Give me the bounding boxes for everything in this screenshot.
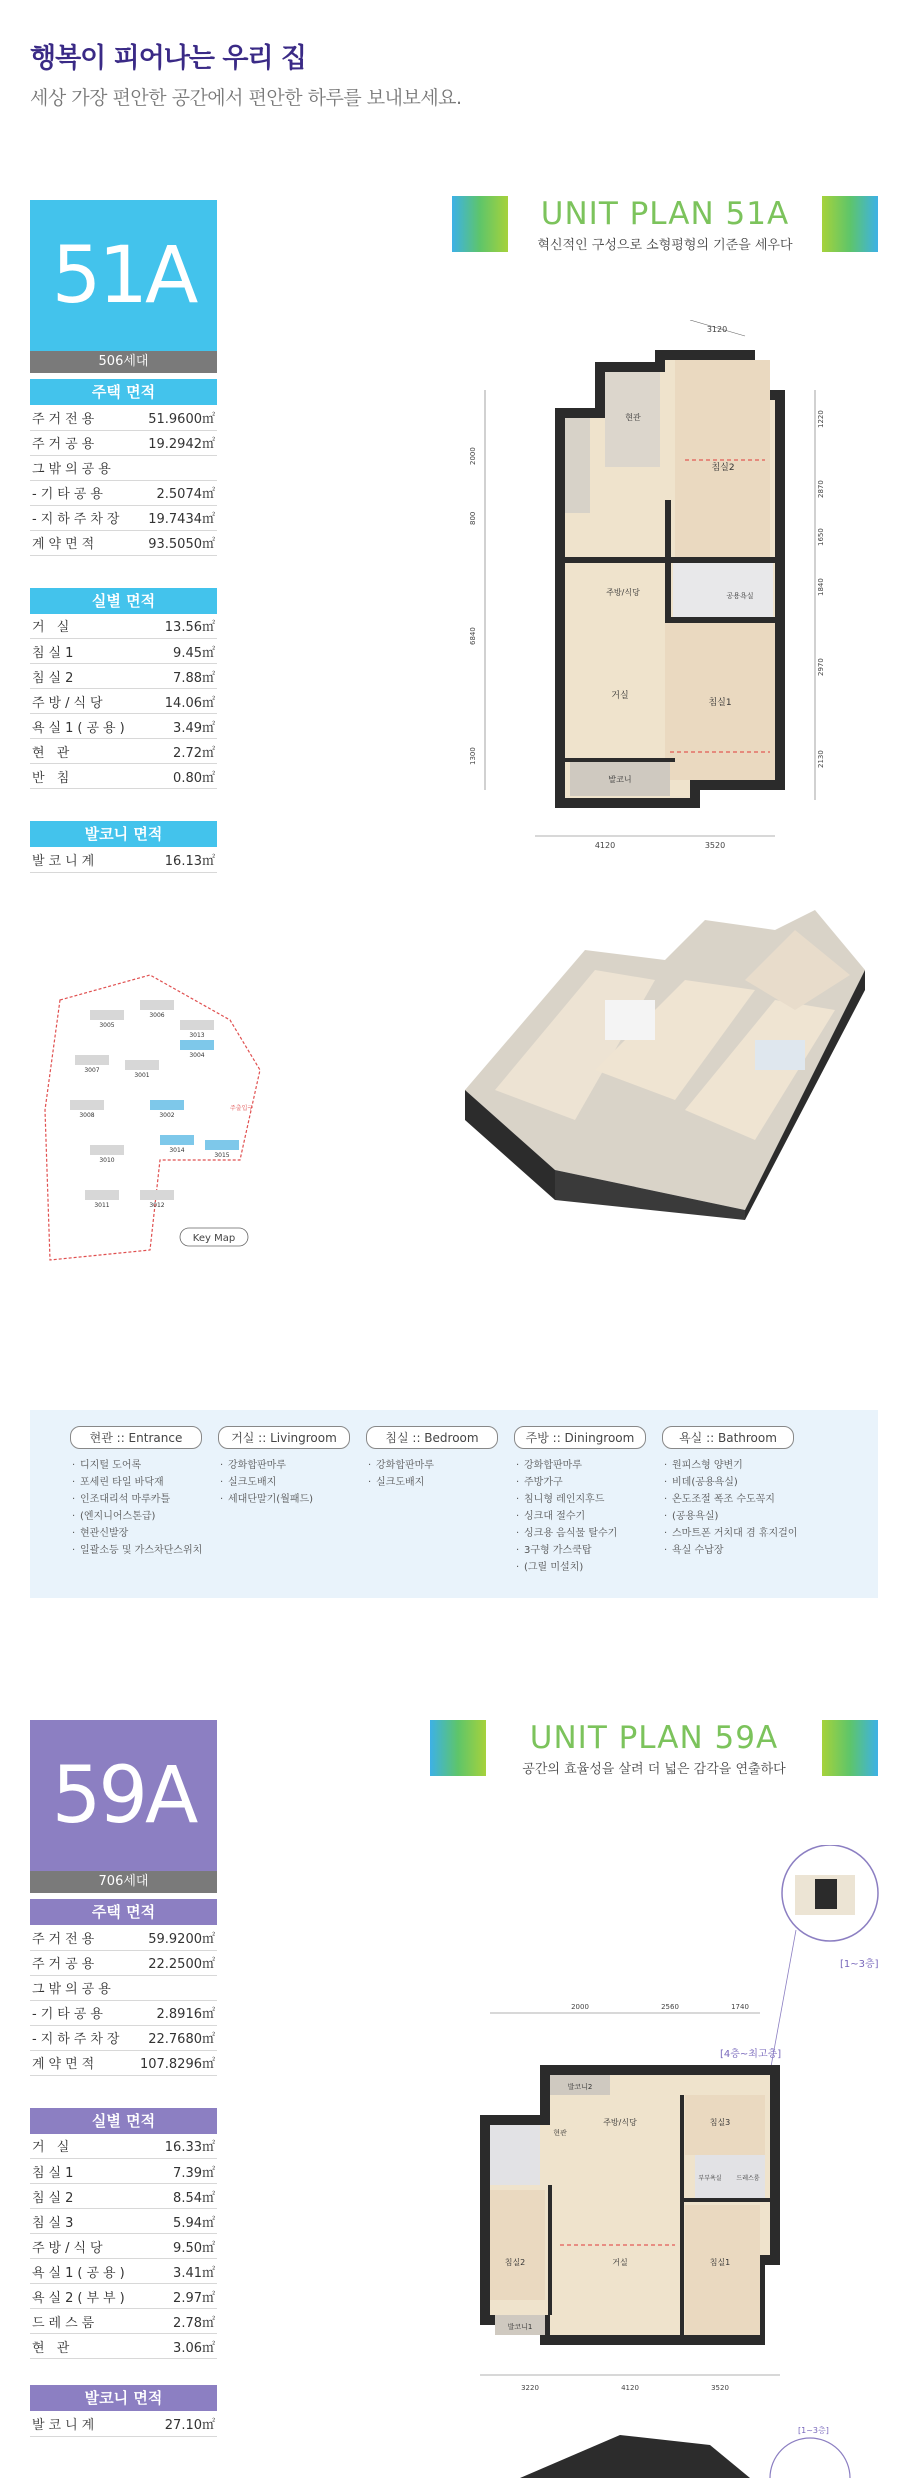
keymap-block	[125, 1060, 159, 1070]
floor-plan-59a	[420, 1845, 900, 2478]
dim-bottom-2: 4120	[621, 2384, 639, 2392]
area-label: 욕실1(공용)	[30, 714, 152, 739]
keymap-block-label: 3010	[99, 1157, 115, 1164]
keymap-block	[140, 1190, 174, 1200]
area-label: 침실3	[30, 2209, 152, 2234]
area-value: 14.06㎡	[152, 689, 217, 714]
area-row	[30, 2259, 217, 2284]
area-row	[30, 530, 217, 555]
area-row	[30, 664, 217, 689]
area-row	[30, 2284, 217, 2309]
room-label-bed2: 침실2	[504, 2258, 526, 2267]
balcony-area-heading: 발코니 면적	[30, 2385, 217, 2411]
keymap-block-label: 3011	[94, 1202, 110, 1209]
unit-plan-title: UNIT PLAN 59A	[529, 1720, 779, 1756]
feature-item: · 세대단말기(월패드)	[218, 1491, 363, 1508]
area-label: 욕실1(공용)	[30, 2259, 152, 2284]
keymap-block-label: 3004	[189, 1052, 205, 1059]
keymap-block-label: 3013	[189, 1032, 205, 1039]
area-row	[30, 2025, 217, 2050]
callout-floor-4-top: [4층~최고층]	[720, 2049, 782, 2060]
area-value: 19.2942㎡	[137, 430, 217, 455]
area-row	[30, 505, 217, 530]
area-value: 16.13㎡	[136, 847, 217, 872]
area-label: 주거공용	[30, 1950, 132, 1975]
unit-59a-spec	[30, 1720, 217, 2437]
bathroom-floor	[673, 560, 773, 620]
keymap-block	[205, 1140, 239, 1150]
area-label: 거 실	[30, 2134, 152, 2159]
area-row	[30, 2234, 217, 2259]
area-label: 침실2	[30, 664, 152, 689]
area-value: 7.39㎡	[152, 2159, 217, 2184]
feature-title: 욕실 :: Bathroom	[662, 1426, 794, 1449]
area-label: 침실1	[30, 2159, 152, 2184]
area-value: 107.8296㎡	[132, 2050, 217, 2075]
area-value: 51.9600㎡	[137, 405, 217, 430]
keymap-block	[180, 1020, 214, 1030]
features-panel	[30, 1410, 878, 1598]
keymap-block-label: 3002	[159, 1112, 175, 1119]
area-value: 3.06㎡	[152, 2334, 217, 2359]
area-label: 거 실	[30, 614, 152, 639]
feature-item: · 강화합판마루	[514, 1457, 659, 1474]
keymap-block	[160, 1135, 194, 1145]
feature-item: · 현관신발장	[70, 1525, 215, 1542]
keymap-block-label: 3014	[169, 1147, 185, 1154]
area-value: 19.7434㎡	[137, 505, 217, 530]
area-value: 2.78㎡	[152, 2309, 217, 2334]
area-label: 그밖의공용	[30, 1975, 132, 2000]
dim-left-1: 2000	[469, 447, 477, 465]
feature-item: · 실크도배지	[366, 1474, 511, 1491]
keymap-block-label: 3012	[149, 1202, 165, 1209]
area-row	[30, 2134, 217, 2159]
room-area-table	[30, 614, 217, 790]
dim-right-1: 1220	[817, 410, 825, 428]
area-row	[30, 2184, 217, 2209]
keymap-entrance-note: 주출입구	[230, 1105, 254, 1112]
area-row	[30, 1975, 217, 2000]
dim-bottom-1: 3220	[521, 2384, 539, 2392]
feature-item: · 강화합판마루	[218, 1457, 363, 1474]
area-value: 22.2500㎡	[132, 1950, 217, 1975]
area-value: 93.5050㎡	[137, 530, 217, 555]
area-label: 현 관	[30, 739, 152, 764]
area-value: 7.88㎡	[152, 664, 217, 689]
area-row	[30, 2159, 217, 2184]
keymap-block-label: 3005	[99, 1022, 115, 1029]
area-label: 주거공용	[30, 430, 137, 455]
feature-column	[514, 1426, 659, 1576]
area-row	[30, 455, 217, 480]
area-value: 2.8916㎡	[132, 2000, 217, 2025]
feature-item: · 비데(공용욕실)	[662, 1474, 807, 1491]
area-value: 9.50㎡	[152, 2234, 217, 2259]
area-row	[30, 2334, 217, 2359]
key-map	[30, 960, 280, 1290]
room-label-bed3: 침실3	[709, 2118, 731, 2127]
dim-top-2: 2560	[661, 2003, 679, 2011]
area-row	[30, 739, 217, 764]
area-row	[30, 2209, 217, 2234]
keymap-block	[70, 1100, 104, 1110]
room-label-dress: 드레스룸	[736, 2175, 760, 2182]
area-value	[137, 455, 217, 480]
area-label: 주거전용	[30, 405, 137, 430]
area-row	[30, 614, 217, 639]
area-label: -기타공용	[30, 480, 137, 505]
feature-item: · 침니형 레인지후드	[514, 1491, 659, 1508]
room-label-living: 거실	[612, 2258, 628, 2267]
dim-bottom-2: 3520	[704, 841, 726, 850]
unit-plan-59a-heading	[430, 1720, 878, 1778]
area-label: 침실2	[30, 2184, 152, 2209]
keymap-block	[140, 1000, 174, 1010]
area-row	[30, 480, 217, 505]
house-area-table	[30, 1925, 217, 2076]
unit-type-badge: 51A	[30, 200, 217, 351]
room-label-kitchen: 주방/식당	[606, 588, 640, 597]
keymap-block	[85, 1190, 119, 1200]
area-label: 주거전용	[30, 1925, 132, 1950]
unit-type-badge: 59A	[30, 1720, 217, 1871]
room-label-bed1: 침실1	[709, 2258, 731, 2267]
feature-item: · 실크도배지	[218, 1474, 363, 1491]
dim-left-2: 800	[469, 511, 477, 525]
dim-right-4: 1840	[817, 578, 825, 596]
area-row	[30, 405, 217, 430]
feature-column	[218, 1426, 363, 1508]
area-value: 3.41㎡	[152, 2259, 217, 2284]
room-area-heading: 실별 면적	[30, 2108, 217, 2134]
area-label: 발코니계	[30, 2411, 136, 2436]
area-row	[30, 847, 217, 872]
area-value: 2.97㎡	[152, 2284, 217, 2309]
unit-plan-description: 공간의 효율성을 살려 더 넓은 감각을 연출하다	[522, 1762, 786, 1777]
area-row	[30, 689, 217, 714]
feature-item: · 주방가구	[514, 1474, 659, 1491]
area-row	[30, 2050, 217, 2075]
area-value: 2.72㎡	[152, 739, 217, 764]
area-value: 9.45㎡	[152, 639, 217, 664]
feature-title: 주방 :: Diningroom	[514, 1426, 646, 1449]
feature-item: · (엔지니어스톤급)	[70, 1508, 215, 1525]
balcony-area-heading: 발코니 면적	[30, 821, 217, 847]
dim-top-1: 3120	[706, 325, 728, 334]
area-value: 8.54㎡	[152, 2184, 217, 2209]
keymap-block	[75, 1055, 109, 1065]
house-area-table	[30, 405, 217, 556]
area-row	[30, 1950, 217, 1975]
balcony-area-table	[30, 2411, 217, 2437]
dim-right-6: 2130	[817, 750, 825, 768]
feature-item: · 포세린 타일 바닥재	[70, 1474, 215, 1491]
area-value	[132, 1975, 217, 2000]
room-label-bed2: 침실2	[711, 463, 735, 473]
balcony-area-table	[30, 847, 217, 873]
page-header	[30, 36, 462, 110]
dim-right-5: 2970	[817, 658, 825, 676]
keymap-block	[90, 1145, 124, 1155]
area-row	[30, 764, 217, 789]
area-value: 2.5074㎡	[137, 480, 217, 505]
feature-column	[70, 1426, 215, 1559]
bath-floor	[490, 2125, 540, 2185]
keymap-label: Key Map	[192, 1233, 236, 1244]
unit-51a-spec	[30, 200, 217, 873]
room-area-heading: 실별 면적	[30, 588, 217, 614]
feature-column	[662, 1426, 807, 1559]
area-label: -지하주차장	[30, 2025, 132, 2050]
household-count: 506세대	[30, 351, 217, 373]
keymap-block-label: 3008	[79, 1112, 95, 1119]
area-label: 드레스룸	[30, 2309, 152, 2334]
page-subtitle: 세상 가장 편안한 공간에서 편안한 하루를 보내보세요.	[30, 87, 462, 109]
house-area-heading: 주택 면적	[30, 379, 217, 405]
room-label-balcony: 발코니	[608, 775, 632, 784]
bedroom2-floor	[490, 2190, 545, 2300]
area-label: 반 침	[30, 764, 152, 789]
house-area-heading: 주택 면적	[30, 1899, 217, 1925]
room-area-table	[30, 2134, 217, 2360]
room-label-entry: 현관	[553, 2129, 567, 2137]
feature-item: · 스마트폰 거치대 겸 휴지걸이	[662, 1525, 807, 1542]
feature-item: · 일괄소등 및 가스차단스위치	[70, 1542, 215, 1559]
area-row	[30, 2411, 217, 2436]
area-label: 계약면적	[30, 2050, 132, 2075]
dim-top-1: 2000	[571, 2003, 589, 2011]
feature-item: · (그릴 미설치)	[514, 1559, 659, 1576]
keymap-block-label: 3001	[134, 1072, 150, 1079]
feature-item: · 디지털 도어록	[70, 1457, 215, 1474]
unit-plan-description: 혁신적인 구성으로 소형평형의 기준을 세우다	[537, 238, 793, 253]
area-value: 16.33㎡	[152, 2134, 217, 2159]
room-label-bath: 부부욕실	[698, 2175, 722, 2182]
dim-left-3: 6840	[469, 627, 477, 645]
area-row	[30, 639, 217, 664]
page-title: 행복이 피어나는 우리 집	[30, 43, 307, 74]
area-label: 주방/식당	[30, 689, 152, 714]
feature-title: 거실 :: Livingroom	[218, 1426, 350, 1449]
feature-item: · 욕실 수납장	[662, 1542, 807, 1559]
room-label-bath: 공용욕실	[726, 592, 754, 600]
feature-item: · 온도조절 폭조 수도꼭지	[662, 1491, 807, 1508]
feature-title: 침실 :: Bedroom	[366, 1426, 498, 1449]
feature-item: · 싱크용 음식물 탈수기	[514, 1525, 659, 1542]
area-label: 그밖의공용	[30, 455, 137, 480]
keymap-block	[150, 1100, 184, 1110]
keymap-block-label: 3006	[149, 1012, 165, 1019]
feature-item: · (공용욕실)	[662, 1508, 807, 1525]
feature-title: 현관 :: Entrance	[70, 1426, 202, 1449]
area-label: -기타공용	[30, 2000, 132, 2025]
area-row	[30, 430, 217, 455]
area-label: 발코니계	[30, 847, 136, 872]
area-value: 22.7680㎡	[132, 2025, 217, 2050]
area-value: 27.10㎡	[136, 2411, 217, 2436]
household-count: 706세대	[30, 1871, 217, 1893]
area-row	[30, 2309, 217, 2334]
dim-top-3: 1740	[731, 2003, 749, 2011]
area-label: -지하주차장	[30, 505, 137, 530]
area-value: 0.80㎡	[152, 764, 217, 789]
feature-column	[366, 1426, 511, 1491]
area-row	[30, 1925, 217, 1950]
keymap-block	[90, 1010, 124, 1020]
callout-floor-1-3-bottom: [1~3층]	[798, 2426, 829, 2435]
keymap-block-label: 3007	[84, 1067, 100, 1074]
room-label-entry: 현관	[625, 413, 641, 422]
dim-left-4: 1300	[469, 747, 477, 765]
area-row	[30, 714, 217, 739]
keymap-block-label: 3015	[214, 1152, 230, 1159]
room-label-balcony1: 발코니1	[507, 2323, 533, 2331]
storage-alcove	[565, 418, 590, 513]
bedroom1-floor	[685, 2205, 760, 2335]
area-label: 주방/식당	[30, 2234, 152, 2259]
area-value: 3.49㎡	[152, 714, 217, 739]
area-label: 침실1	[30, 639, 152, 664]
dim-bottom-3: 3520	[711, 2384, 729, 2392]
feature-item: · 원피스형 양변기	[662, 1457, 807, 1474]
room-label-living: 거실	[611, 691, 629, 701]
area-label: 욕실2(부부)	[30, 2284, 152, 2309]
area-value: 59.9200㎡	[132, 1925, 217, 1950]
floor-plan-51a	[455, 320, 855, 860]
area-value: 13.56㎡	[152, 614, 217, 639]
dim-right-2: 2870	[817, 480, 825, 498]
feature-item: · 싱크대 절수기	[514, 1508, 659, 1525]
area-label: 계약면적	[30, 530, 137, 555]
unit-plan-51a-heading	[452, 196, 878, 254]
callout-floor-1-3: [1~3층]	[840, 1959, 879, 1970]
feature-item: · 강화합판마루	[366, 1457, 511, 1474]
room-label-balcony2: 발코니2	[567, 2083, 593, 2091]
dim-bottom-1: 4120	[594, 841, 616, 850]
room-label-bed1: 침실1	[708, 698, 732, 708]
area-label: 현 관	[30, 2334, 152, 2359]
unit-plan-title: UNIT PLAN 51A	[540, 196, 790, 232]
keymap-block	[180, 1040, 214, 1050]
room-label-kitchen: 주방/식당	[603, 2118, 637, 2127]
feature-item: · 3구형 가스쿡탑	[514, 1542, 659, 1559]
isometric-view-51a	[455, 890, 875, 1220]
dim-right-3: 1650	[817, 528, 825, 546]
area-value: 5.94㎡	[152, 2209, 217, 2234]
feature-item: · 인조대리석 마루카틀	[70, 1491, 215, 1508]
area-row	[30, 2000, 217, 2025]
